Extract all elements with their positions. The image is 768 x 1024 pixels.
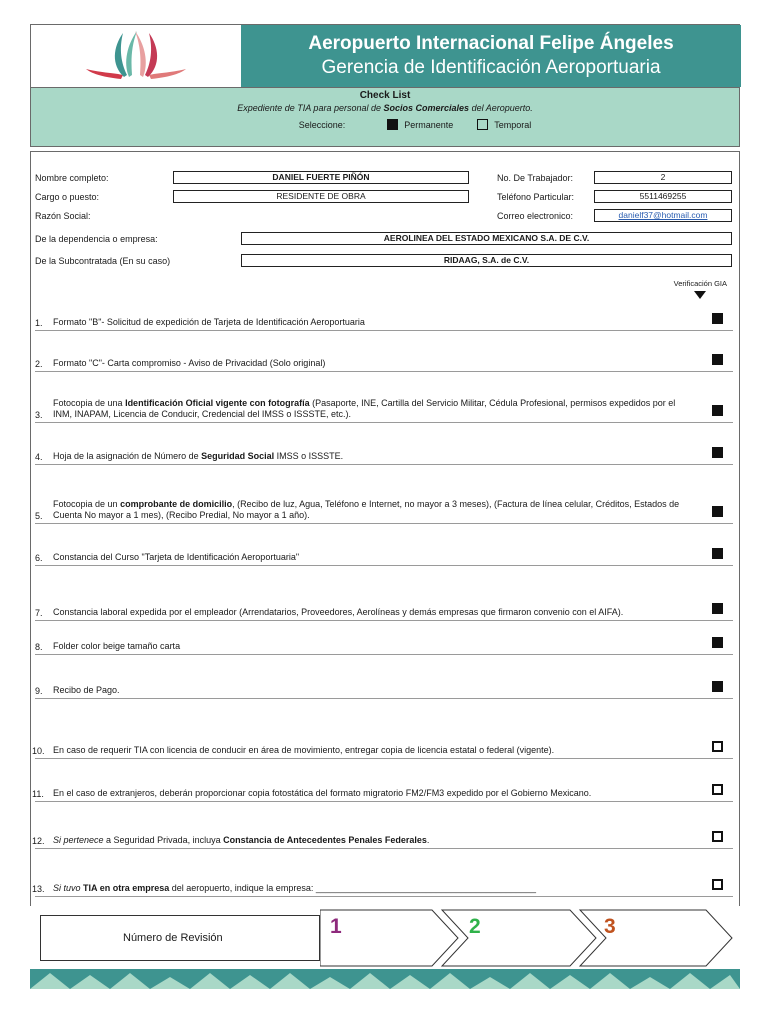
revision-number-1: 1 (330, 915, 342, 938)
item-text: Si pertenece a Seguridad Privada, incluya Constancia de Antecedentes Penales Federales. (53, 835, 430, 845)
telefono-label: Teléfono Particular: (497, 192, 575, 202)
expediente-suffix: del Aeropuerto. (471, 103, 533, 113)
verification-checkbox[interactable] (712, 447, 723, 458)
verification-checkbox[interactable] (712, 506, 723, 517)
checklist-item-5 (35, 487, 733, 524)
item-text: Folder color beige tamaño carta (53, 641, 181, 651)
checklist-item-4 (35, 438, 733, 465)
item-number: 8. (35, 642, 43, 652)
verification-checkbox[interactable] (712, 784, 723, 795)
checklist-item-3 (35, 387, 733, 423)
nombre-label: Nombre completo: (35, 173, 109, 183)
footer-decoration (30, 969, 740, 989)
item-text: Formato "C"- Carta compromiso - Aviso de Privacidad (Solo original) (53, 358, 326, 368)
checklist-item-7 (35, 584, 733, 621)
item-number: 7. (35, 608, 43, 618)
expediente-prefix: Expediente de TIA para personal de (237, 103, 381, 113)
revision-arrow-3 (580, 910, 732, 966)
checklist-title: Check List (359, 90, 411, 101)
checklist-item-1 (35, 292, 733, 331)
checklist-item-11 (32, 765, 733, 802)
checklist-form (30, 151, 740, 906)
revision-arrows (320, 908, 740, 968)
aifa-logo (31, 25, 241, 88)
item-number: 4. (35, 452, 43, 462)
trabajador-label: No. De Trabajador: (497, 173, 574, 183)
correo-field[interactable]: danielf37@hotmail.com (594, 209, 732, 222)
page-subtitle: Gerencia de Identificación Aeroportuaria (321, 57, 661, 78)
revision-number-3: 3 (604, 915, 616, 938)
cargo-field[interactable]: RESIDENTE DE OBRA (173, 190, 469, 203)
revision-arrow-2 (442, 910, 596, 966)
item-text: Fotocopia de una Identificación Oficial vigente con fotografía (Pasaporte, INE, Cartilla del Servicio Militar, Cédula Profesional, permisos expedidos por el INM, INAPAM, Licencia de Conducir, Credencial del IMSS o ISSSTE, etc.). (53, 398, 676, 419)
checklist-item-10 (32, 722, 733, 759)
trabajador-field[interactable]: 2 (594, 171, 732, 184)
verification-checkbox[interactable] (712, 831, 723, 842)
permanent-checkbox[interactable] (387, 119, 398, 130)
item-text: Hoja de la asignación de Número de Seguridad Social IMSS o ISSSTE. (53, 451, 344, 461)
checklist-item-9 (35, 672, 733, 699)
verification-checkbox[interactable] (712, 313, 723, 324)
document-header (30, 24, 740, 87)
checklist-band (30, 87, 740, 147)
temporal-checkbox[interactable] (477, 119, 488, 130)
verification-checkbox[interactable] (712, 548, 723, 559)
item-number: 10. (32, 746, 45, 756)
verification-checkbox[interactable] (712, 603, 723, 614)
checklist-item-2 (35, 337, 733, 372)
item-number: 9. (35, 686, 43, 696)
item-text: En caso de requerir TIA con licencia de conducir en área de movimiento, entregar copia de licencia estatal o federal (vigente). (53, 745, 555, 755)
item-text: Fotocopia de un comprobante de domicilio, (Recibo de luz, Agua, Teléfono e Internet, no mayor a 3 meses), (Factura de línea celular, Créditos, Estados de Cuenta No mayor a 1 mes), (Recibo Predial, No mayor a 1 año). (53, 499, 680, 520)
checklist-item-13 (32, 864, 733, 897)
verification-checkbox[interactable] (712, 879, 723, 890)
page-title: Aeropuerto Internacional Felipe Ángeles (308, 33, 674, 54)
checklist-item-12 (32, 814, 733, 849)
item-text: Recibo de Pago. (53, 685, 120, 695)
item-number: 12. (32, 836, 45, 846)
item-number: 6. (35, 553, 43, 563)
item-text: En el caso de extranjeros, deberán proporcionar copia fotostática del formato migratorio FM2/FM3 expedido por el Gobierno Mexicano. (53, 788, 592, 798)
selection-row (31, 119, 739, 130)
subcontratada-field[interactable]: RIDAAG, S.A. de C.V. (241, 254, 732, 267)
verification-checkbox[interactable] (712, 681, 723, 692)
subcontratada-label: De la Subcontratada (En su caso) (35, 256, 171, 266)
verificacion-label: Verificación GIA (673, 279, 727, 288)
item-number: 11. (32, 789, 44, 799)
item-number: 1. (35, 318, 43, 328)
permanent-label: Permanente (404, 119, 454, 130)
razon-label: Razón Social: (35, 211, 91, 221)
dependencia-label: De la dependencia o empresa: (35, 234, 158, 244)
verification-checkbox[interactable] (712, 741, 723, 752)
correo-label: Correo electronico: (497, 211, 574, 221)
title-block (241, 25, 741, 87)
item-number: 3. (35, 410, 43, 420)
dependencia-field[interactable]: AEROLINEA DEL ESTADO MEXICANO S.A. DE C.V. (241, 232, 732, 245)
revision-label: Número de Revisión (123, 932, 223, 944)
revision-box (40, 915, 320, 961)
aifa-wings-logo-icon (31, 25, 241, 88)
item-number: 5. (35, 511, 43, 521)
verification-checkbox[interactable] (712, 405, 723, 416)
item-number: 2. (35, 359, 43, 369)
verification-checkbox[interactable] (712, 354, 723, 365)
nombre-field[interactable]: DANIEL FUERTE PIÑÓN (173, 171, 469, 184)
expediente-bold: Socios Comerciales (383, 103, 470, 113)
select-label: Seleccione: (298, 119, 346, 130)
checklist-item-8 (35, 624, 733, 655)
checklist-item-6 (35, 539, 733, 566)
cargo-label: Cargo o puesto: (35, 192, 100, 202)
verification-checkbox[interactable] (712, 637, 723, 648)
telefono-field[interactable]: 5511469255 (594, 190, 732, 203)
item-text: Constancia del Curso "Tarjeta de Identificación Aeroportuaria" (53, 552, 300, 562)
item-number: 13. (32, 884, 45, 894)
item-text: Constancia laboral expedida por el empleador (Arrendatarios, Proveedores, Aerolíneas y demás empresas que firmaron convenio con el AIFA). (53, 607, 624, 617)
expediente-line (31, 103, 739, 113)
item-text: Formato "B"- Solicitud de expedición de Tarjeta de Identificación Aeroportuaria (53, 317, 365, 327)
temporal-label: Temporal (494, 119, 532, 130)
item-text: Si tuvo TIA en otra empresa del aeropuerto, indique la empresa: ____________________________________________ (53, 883, 537, 893)
revision-number-2: 2 (469, 915, 481, 938)
